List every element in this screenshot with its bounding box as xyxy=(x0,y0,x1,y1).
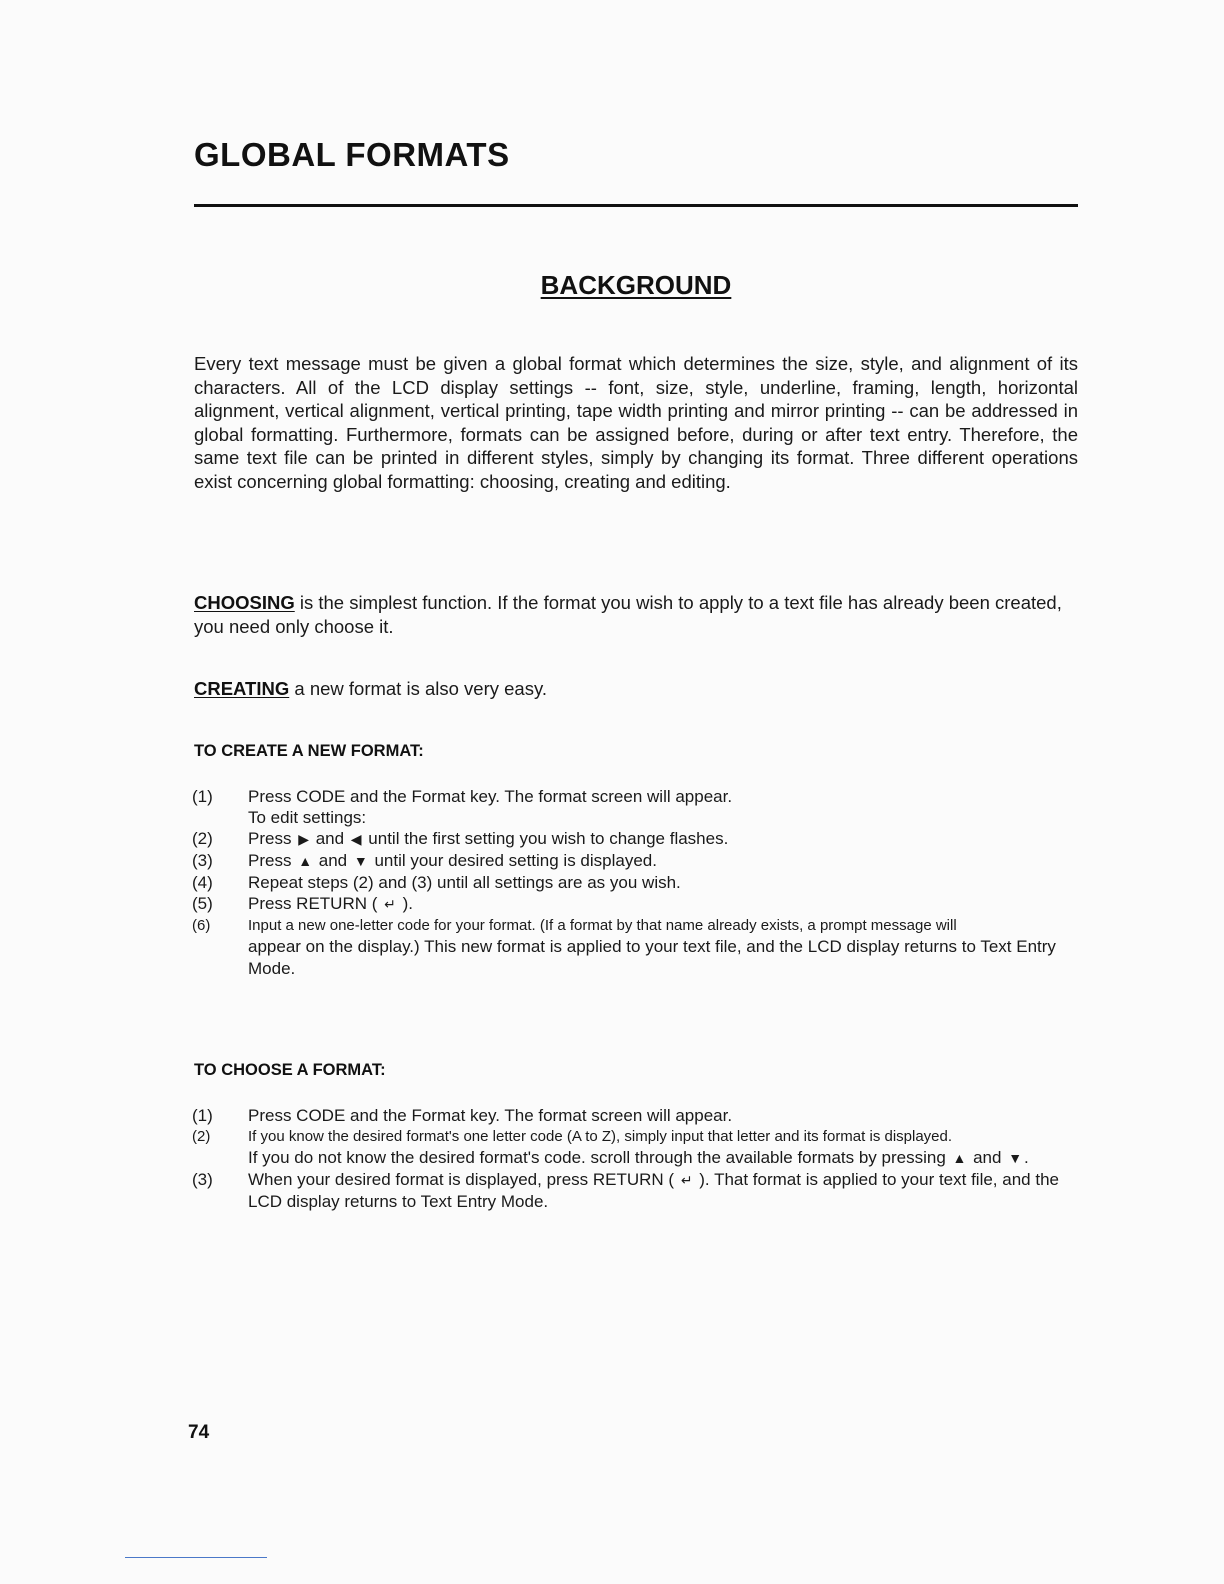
create-format-heading: TO CREATE A NEW FORMAT: xyxy=(194,742,424,760)
step-text: Press xyxy=(248,829,297,848)
create-step-3 xyxy=(192,850,1078,872)
step-text-small: Input a new one-letter code for your format. (If a format by that name already exists, a prompt message will xyxy=(248,917,957,934)
step-number: (5) xyxy=(192,894,213,913)
choosing-text: is the simplest function. If the format you wish to apply to a text file has already been created, you need only choose it. xyxy=(194,592,1062,637)
creating-paragraph xyxy=(194,677,1078,701)
step-text: Repeat steps (2) and (3) until all settings are as you wish. xyxy=(248,873,681,892)
up-arrow-icon: ▲ xyxy=(952,1150,967,1166)
page-number: 74 xyxy=(188,1422,210,1443)
step-text: until your desired setting is displayed. xyxy=(369,851,657,870)
choosing-paragraph xyxy=(194,591,1078,638)
step-text: . xyxy=(1024,1148,1029,1167)
create-steps-list xyxy=(192,786,1078,980)
step-number: (6) xyxy=(192,917,211,934)
creating-text: a new format is also very easy. xyxy=(289,678,547,699)
choose-format-heading: TO CHOOSE A FORMAT: xyxy=(194,1061,386,1079)
down-arrow-icon: ▼ xyxy=(353,853,368,869)
background-paragraph: Every text message must be given a global format which determines the size, style, and alignment of its characters. All of the LCD display settings -- font, size, style, underline, framing, length, horizontal alignment, vertical alignment, vertical printing, tape width printing and mirror printing -- can be addressed in global formatting. Furthermore, formats can be assigned before, during or after text entry. Therefore, the same text file can be printed in different styles, simply by changing its format. Three different operations exist concerning global formatting: choosing, creating and editing. xyxy=(194,353,1078,492)
right-arrow-icon: ▶ xyxy=(298,831,309,847)
footer-line xyxy=(125,1557,267,1558)
step-number: (2) xyxy=(192,829,213,848)
return-key-icon: ↵ xyxy=(384,896,396,912)
step-number: (3) xyxy=(192,1170,213,1189)
choose-step-1 xyxy=(192,1105,1078,1126)
step-text: ). That format is applied to your text file, and the LCD display returns to Text Entry Mode. xyxy=(248,1170,1059,1211)
down-arrow-icon: ▼ xyxy=(1008,1150,1023,1166)
step-text: ). xyxy=(397,894,413,913)
step-text: and xyxy=(314,851,352,870)
step-number: (1) xyxy=(192,1106,213,1125)
choosing-keyword: CHOOSING xyxy=(194,592,295,613)
creating-keyword: CREATING xyxy=(194,678,290,699)
step-text: Press RETURN ( xyxy=(248,894,383,913)
up-arrow-icon: ▲ xyxy=(298,853,313,869)
step-text: Press CODE and the Format key. The format screen will appear. xyxy=(248,1106,733,1125)
create-step-5 xyxy=(192,893,1078,915)
title-divider xyxy=(194,204,1078,207)
step-text: appear on the display.) This new format is applied to your text file, and the LCD display returns to Text Entry Mode. xyxy=(248,937,1056,978)
step-text-small: If you know the desired format's one letter code (A to Z), simply input that letter and its format is displayed. xyxy=(248,1128,953,1145)
step-number: (2) xyxy=(192,1128,211,1145)
step-text: and xyxy=(968,1148,1007,1167)
left-arrow-icon: ◀ xyxy=(350,831,362,847)
step-number: (1) xyxy=(192,787,213,806)
page-title: GLOBAL FORMATS xyxy=(194,136,510,173)
create-step-2 xyxy=(192,828,1078,850)
choose-step-2 xyxy=(192,1126,1078,1169)
step-text: If you do not know the desired format's code. scroll through the available formats by pressing xyxy=(248,1148,951,1167)
background-heading: BACKGROUND xyxy=(540,270,732,300)
return-key-icon: ↵ xyxy=(680,1172,693,1188)
choose-step-3 xyxy=(192,1169,1078,1212)
step-number: (4) xyxy=(192,873,213,892)
step-text: and xyxy=(310,829,349,848)
create-step-1-continuation: To edit settings: xyxy=(248,808,367,827)
step-number: (3) xyxy=(192,851,213,870)
step-text: Press xyxy=(248,851,297,870)
create-step-6 xyxy=(192,915,1078,980)
step-text: Press CODE and the Format key. The format screen will appear. xyxy=(248,787,733,806)
create-step-1 xyxy=(192,786,1078,807)
choose-steps-list xyxy=(192,1105,1078,1212)
step-text: until the first setting you wish to change flashes. xyxy=(363,829,729,848)
create-step-4 xyxy=(192,872,1078,893)
step-text: When your desired format is displayed, press RETURN ( xyxy=(248,1170,679,1189)
